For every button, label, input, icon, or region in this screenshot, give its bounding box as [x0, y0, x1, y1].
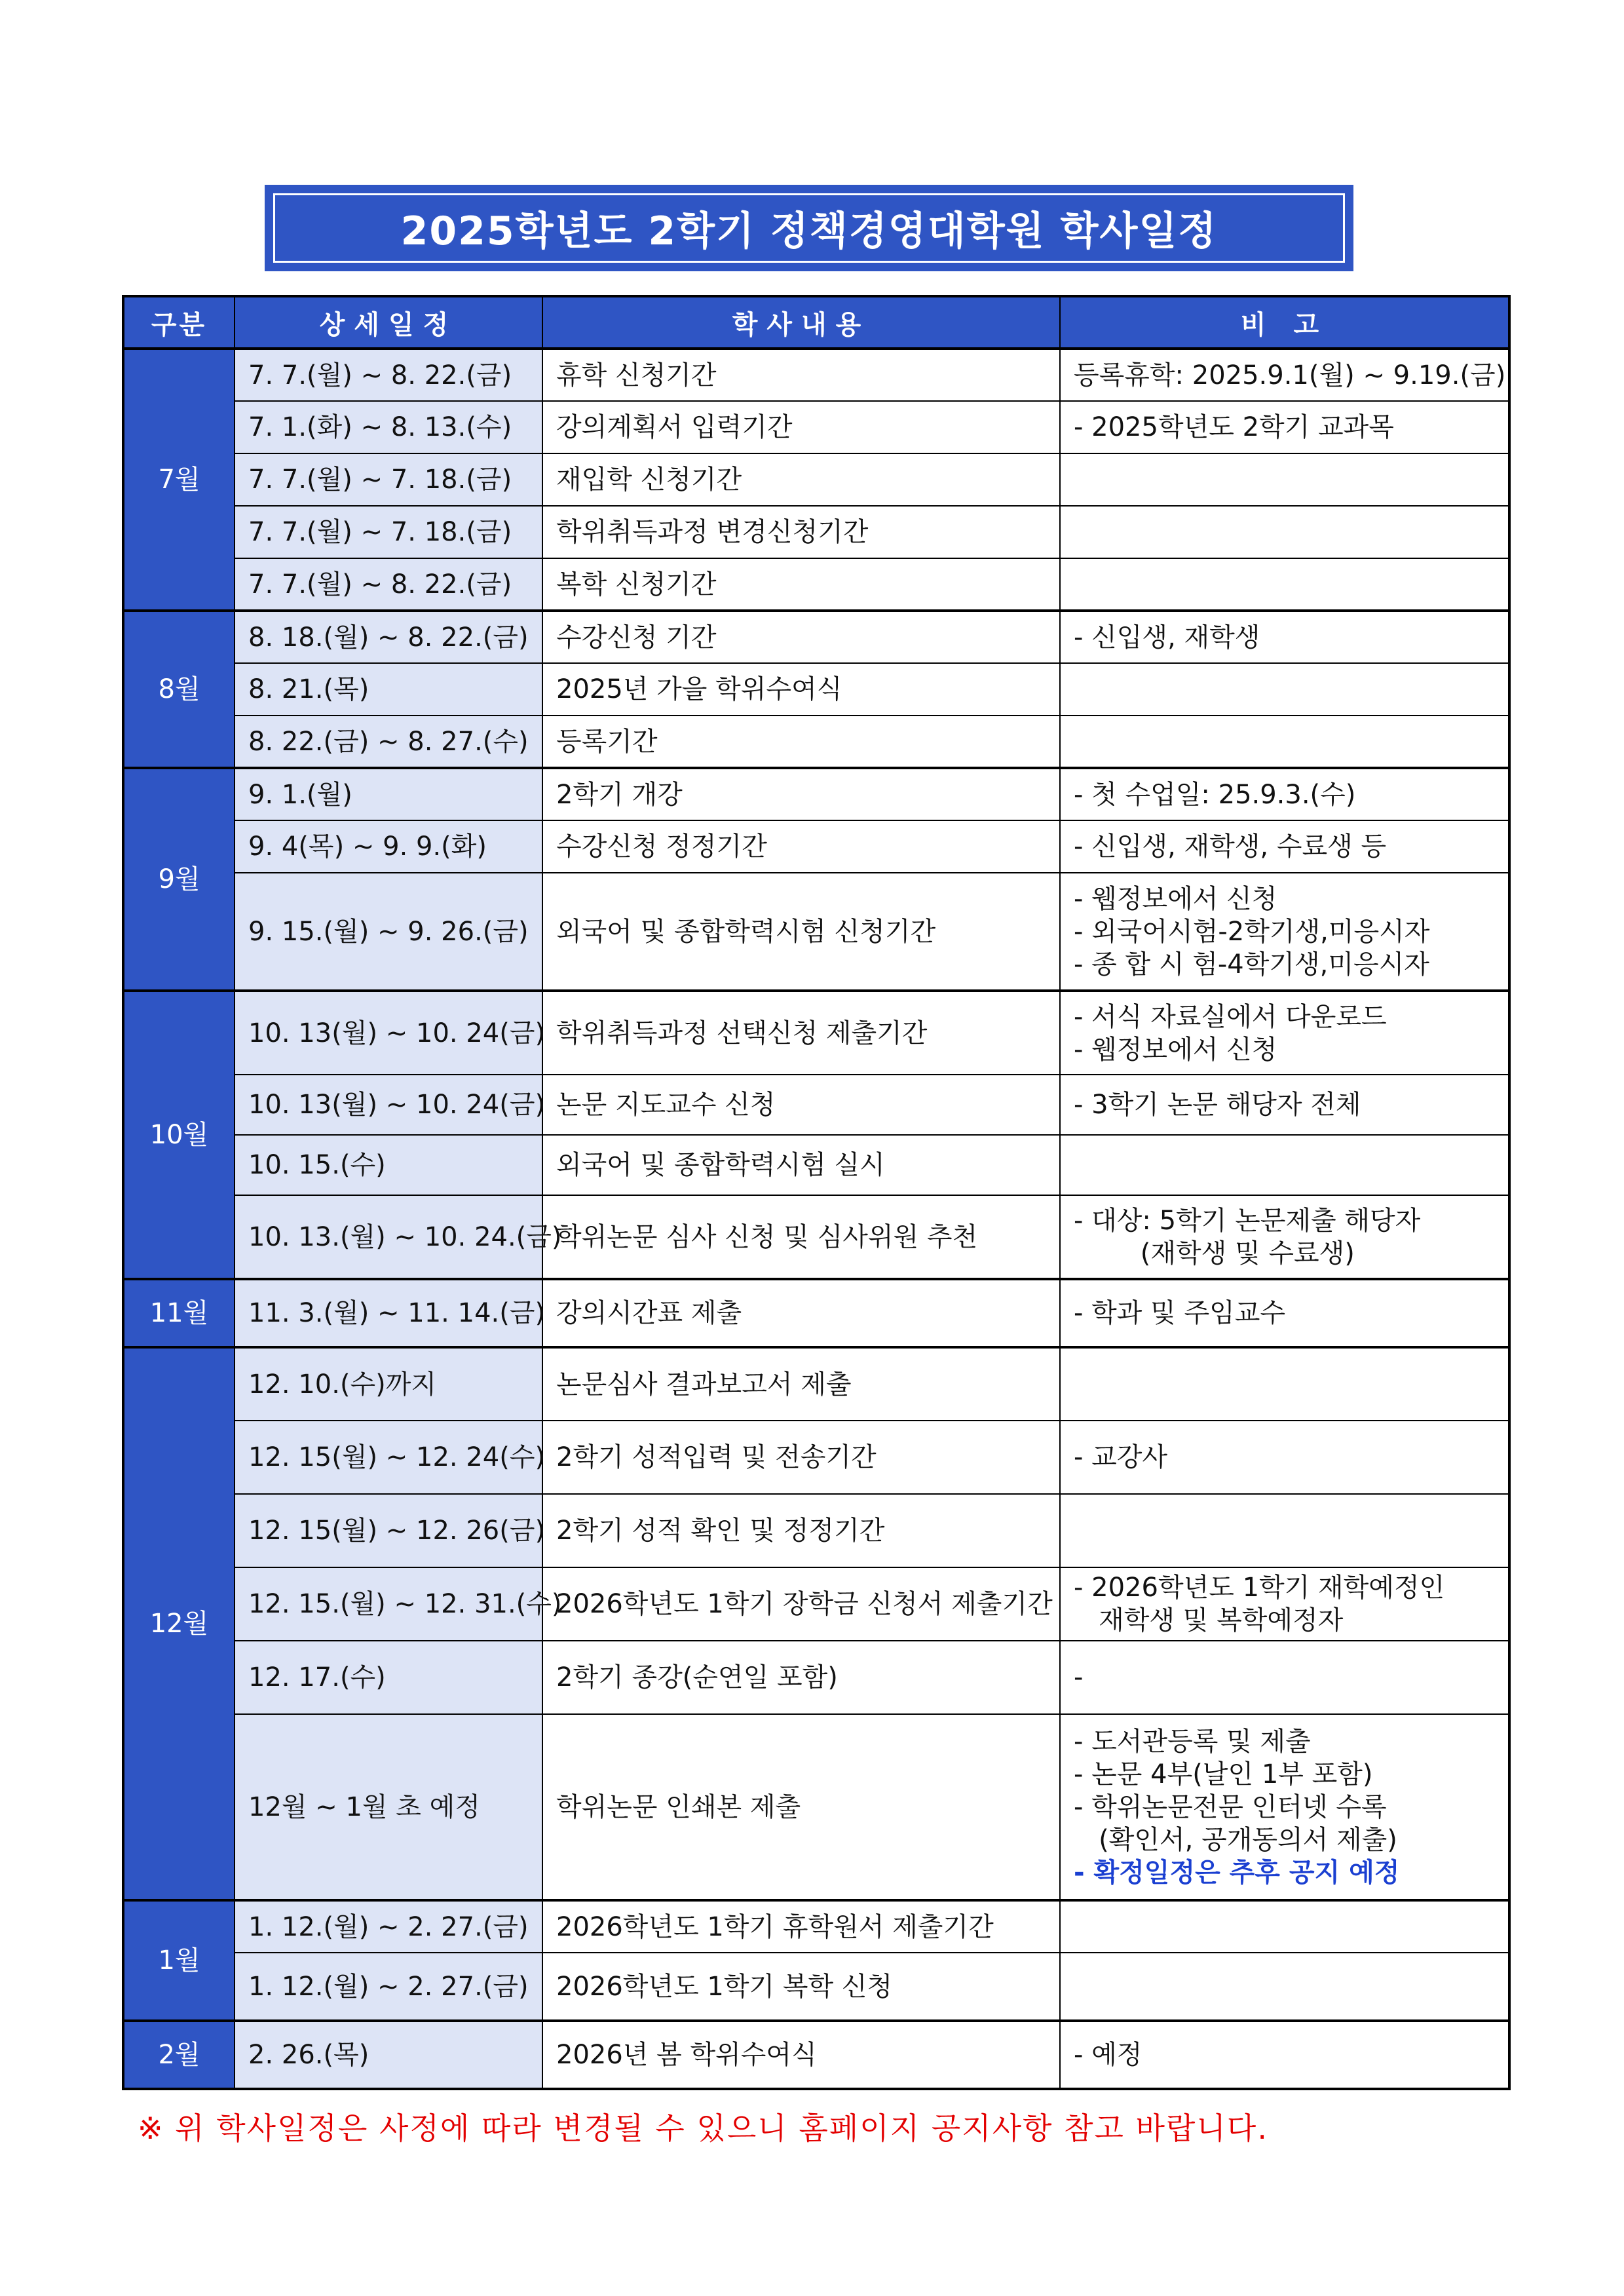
- table-row: [123, 663, 1509, 716]
- table-row: [123, 1641, 1509, 1714]
- date-cell: 12. 15.(월) ~ 12. 31.(수): [235, 1567, 542, 1641]
- date-cell: 10. 15.(수): [235, 1135, 542, 1195]
- note-line: - 대상: 5학기 논문제출 해당자: [1074, 1205, 1421, 1236]
- content-cell: 2026학년도 1학기 복학 신청: [542, 1953, 1060, 2021]
- date-cell: 8. 21.(목): [235, 663, 542, 716]
- table-row: [123, 1953, 1509, 2021]
- footer-notice: ※ 위 학사일정은 사정에 따라 변경될 수 있으니 홈페이지 공지사항 참고 바랍니다.: [138, 2111, 1268, 2146]
- content-cell: 2026학년도 1학기 장학금 신청서 제출기간: [542, 1567, 1060, 1641]
- content-cell: 2학기 개강: [542, 768, 1060, 820]
- table-row: [123, 768, 1509, 820]
- note-cell: [1060, 1567, 1509, 1641]
- month-cell: 7월: [123, 349, 235, 611]
- note-line: - 웹정보에서 신청: [1074, 883, 1277, 914]
- table-row: [123, 991, 1509, 1075]
- note-line: - 신입생, 재학생, 수료생 등: [1074, 832, 1387, 862]
- note-line: - 외국어시험-2학기생,미응시자: [1074, 916, 1430, 947]
- note-line: - 3학기 논문 해당자 전체: [1074, 1090, 1361, 1120]
- note-line: 재학생 및 복학예정자: [1074, 1605, 1344, 1636]
- table-row: [123, 453, 1509, 506]
- date-cell: 1. 12.(월) ~ 2. 27.(금): [235, 1900, 542, 1953]
- table-row: [123, 1347, 1509, 1421]
- content-cell: 논문심사 결과보고서 제출: [542, 1347, 1060, 1421]
- month-cell: 8월: [123, 611, 235, 768]
- table-row: [123, 820, 1509, 873]
- content-cell: 외국어 및 종합학력시험 실시: [542, 1135, 1060, 1195]
- header-content: 학사내용: [542, 296, 1060, 349]
- note-cell: [1060, 991, 1509, 1075]
- content-cell: 2026년 봄 학위수여식: [542, 2021, 1060, 2089]
- content-cell: 학위논문 심사 신청 및 심사위원 추천: [542, 1195, 1060, 1279]
- date-cell: 10. 13.(월) ~ 10. 24.(금): [235, 1195, 542, 1279]
- month-cell: 12월: [123, 1347, 235, 1900]
- note-line: - 교강사: [1074, 1442, 1168, 1472]
- date-cell: 12. 15(월) ~ 12. 24(수): [235, 1421, 542, 1494]
- table-row: [123, 2021, 1509, 2089]
- content-cell: 학위취득과정 변경신청기간: [542, 506, 1060, 558]
- date-cell: 2. 26.(목): [235, 2021, 542, 2089]
- note-line: - 종 합 시 험-4학기생,미응시자: [1074, 949, 1429, 980]
- content-cell: 학위논문 인쇄본 제출: [542, 1714, 1060, 1900]
- date-cell: 7. 7.(월) ~ 7. 18.(금): [235, 453, 542, 506]
- date-cell: 12. 10.(수)까지: [235, 1347, 542, 1421]
- note-line: - 서식 자료실에서 다운로드: [1074, 1001, 1387, 1032]
- month-cell: 1월: [123, 1900, 235, 2021]
- note-line: (확인서, 공개동의서 제출): [1074, 1824, 1397, 1855]
- note-line: - 논문 4부(날인 1부 포함): [1074, 1759, 1373, 1789]
- note-cell: [1060, 1347, 1509, 1421]
- date-cell: 10. 13(월) ~ 10. 24(금): [235, 1075, 542, 1135]
- note-cell: [1060, 1135, 1509, 1195]
- note-cell: [1060, 716, 1509, 768]
- date-cell: 9. 15.(월) ~ 9. 26.(금): [235, 873, 542, 991]
- date-cell: 12. 15(월) ~ 12. 26(금): [235, 1494, 542, 1567]
- content-cell: 외국어 및 종합학력시험 신청기간: [542, 873, 1060, 991]
- note-cell: [1060, 873, 1509, 991]
- month-cell: 2월: [123, 2021, 235, 2089]
- date-cell: 9. 4(목) ~ 9. 9.(화): [235, 820, 542, 873]
- table-row: [123, 349, 1509, 401]
- note-cell: [1060, 1195, 1509, 1279]
- note-line: 등록휴학: 2025.9.1(월) ~ 9.19.(금): [1074, 360, 1506, 391]
- note-cell: [1060, 1641, 1509, 1714]
- table-row: [123, 1714, 1509, 1900]
- title-banner: [265, 185, 1353, 271]
- content-cell: 등록기간: [542, 716, 1060, 768]
- table-row: [123, 506, 1509, 558]
- note-cell: [1060, 1494, 1509, 1567]
- note-cell: [1060, 611, 1509, 663]
- content-cell: 2학기 성적 확인 및 정정기간: [542, 1494, 1060, 1567]
- table-row: [123, 401, 1509, 453]
- table-row: [123, 1421, 1509, 1494]
- content-cell: 논문 지도교수 신청: [542, 1075, 1060, 1135]
- content-cell: 강의시간표 제출: [542, 1279, 1060, 1347]
- schedule-body: [123, 349, 1509, 2089]
- note-highlight: - 확정일정은 추후 공지 예정: [1074, 1857, 1400, 1888]
- table-row: [123, 1900, 1509, 1953]
- content-cell: 2학기 종강(순연일 포함): [542, 1641, 1060, 1714]
- table-row: [123, 611, 1509, 663]
- note-line: - 2025학년도 2학기 교과목: [1074, 412, 1394, 442]
- content-cell: 복학 신청기간: [542, 558, 1060, 611]
- table-row: [123, 1279, 1509, 1347]
- content-cell: 휴학 신청기간: [542, 349, 1060, 401]
- note-line: (재학생 및 수료생): [1074, 1238, 1355, 1269]
- note-cell: [1060, 2021, 1509, 2089]
- note-line: - 웹정보에서 신청: [1074, 1034, 1277, 1065]
- date-cell: 8. 18.(월) ~ 8. 22.(금): [235, 611, 542, 663]
- date-cell: 1. 12.(월) ~ 2. 27.(금): [235, 1953, 542, 2021]
- date-cell: 12. 17.(수): [235, 1641, 542, 1714]
- note-cell: [1060, 1075, 1509, 1135]
- note-line: - 학과 및 주임교수: [1074, 1298, 1286, 1328]
- date-cell: 10. 13(월) ~ 10. 24(금): [235, 991, 542, 1075]
- note-cell: [1060, 1714, 1509, 1900]
- page-title: 2025학년도 2학기 정책경영대학원 학사일정: [273, 193, 1345, 263]
- table-row: [123, 1075, 1509, 1135]
- table-row: [123, 1494, 1509, 1567]
- header-note: 비 고: [1060, 296, 1509, 349]
- note-cell: [1060, 1421, 1509, 1494]
- note-line: - 신입생, 재학생: [1074, 622, 1260, 653]
- note-line: - 첫 수업일: 25.9.3.(수): [1074, 779, 1356, 810]
- table-row: [123, 1195, 1509, 1279]
- note-cell: [1060, 663, 1509, 716]
- header-row: [123, 296, 1509, 349]
- note-cell: [1060, 820, 1509, 873]
- note-line: - 2026학년도 1학기 재학예정인: [1074, 1573, 1445, 1603]
- table-row: [123, 558, 1509, 611]
- content-cell: 2025년 가을 학위수여식: [542, 663, 1060, 716]
- note-cell: [1060, 349, 1509, 401]
- content-cell: 수강신청 기간: [542, 611, 1060, 663]
- table-row: [123, 873, 1509, 991]
- table-row: [123, 1567, 1509, 1641]
- note-line: - 도서관등록 및 제출: [1074, 1726, 1311, 1757]
- header-category: 구분: [123, 296, 235, 349]
- note-cell: [1060, 401, 1509, 453]
- date-cell: 12월 ~ 1월 초 예정: [235, 1714, 542, 1900]
- content-cell: 재입학 신청기간: [542, 453, 1060, 506]
- note-line: - 예정: [1074, 2040, 1142, 2070]
- date-cell: 8. 22.(금) ~ 8. 27.(수): [235, 716, 542, 768]
- content-cell: 2026학년도 1학기 휴학원서 제출기간: [542, 1900, 1060, 1953]
- content-cell: 수강신청 정정기간: [542, 820, 1060, 873]
- header-date: 상세일정: [235, 296, 542, 349]
- month-cell: 11월: [123, 1279, 235, 1347]
- table-row: [123, 1135, 1509, 1195]
- table-row: [123, 716, 1509, 768]
- note-cell: [1060, 1279, 1509, 1347]
- note-cell: [1060, 768, 1509, 820]
- date-cell: 11. 3.(월) ~ 11. 14.(금): [235, 1279, 542, 1347]
- note-cell: [1060, 506, 1509, 558]
- content-cell: 2학기 성적입력 및 전송기간: [542, 1421, 1060, 1494]
- note-line: - 학위논문전문 인터넷 수록: [1074, 1791, 1387, 1822]
- note-cell: [1060, 1953, 1509, 2021]
- content-cell: 학위취득과정 선택신청 제출기간: [542, 991, 1060, 1075]
- month-cell: 10월: [123, 991, 235, 1279]
- content-cell: 강의계획서 입력기간: [542, 401, 1060, 453]
- date-cell: 9. 1.(월): [235, 768, 542, 820]
- date-cell: 7. 1.(화) ~ 8. 13.(수): [235, 401, 542, 453]
- note-cell: [1060, 558, 1509, 611]
- note-line: -: [1074, 1662, 1084, 1693]
- schedule-table: [122, 295, 1511, 2090]
- note-cell: [1060, 1900, 1509, 1953]
- date-cell: 7. 7.(월) ~ 8. 22.(금): [235, 349, 542, 401]
- note-cell: [1060, 453, 1509, 506]
- date-cell: 7. 7.(월) ~ 8. 22.(금): [235, 558, 542, 611]
- month-cell: 9월: [123, 768, 235, 991]
- date-cell: 7. 7.(월) ~ 7. 18.(금): [235, 506, 542, 558]
